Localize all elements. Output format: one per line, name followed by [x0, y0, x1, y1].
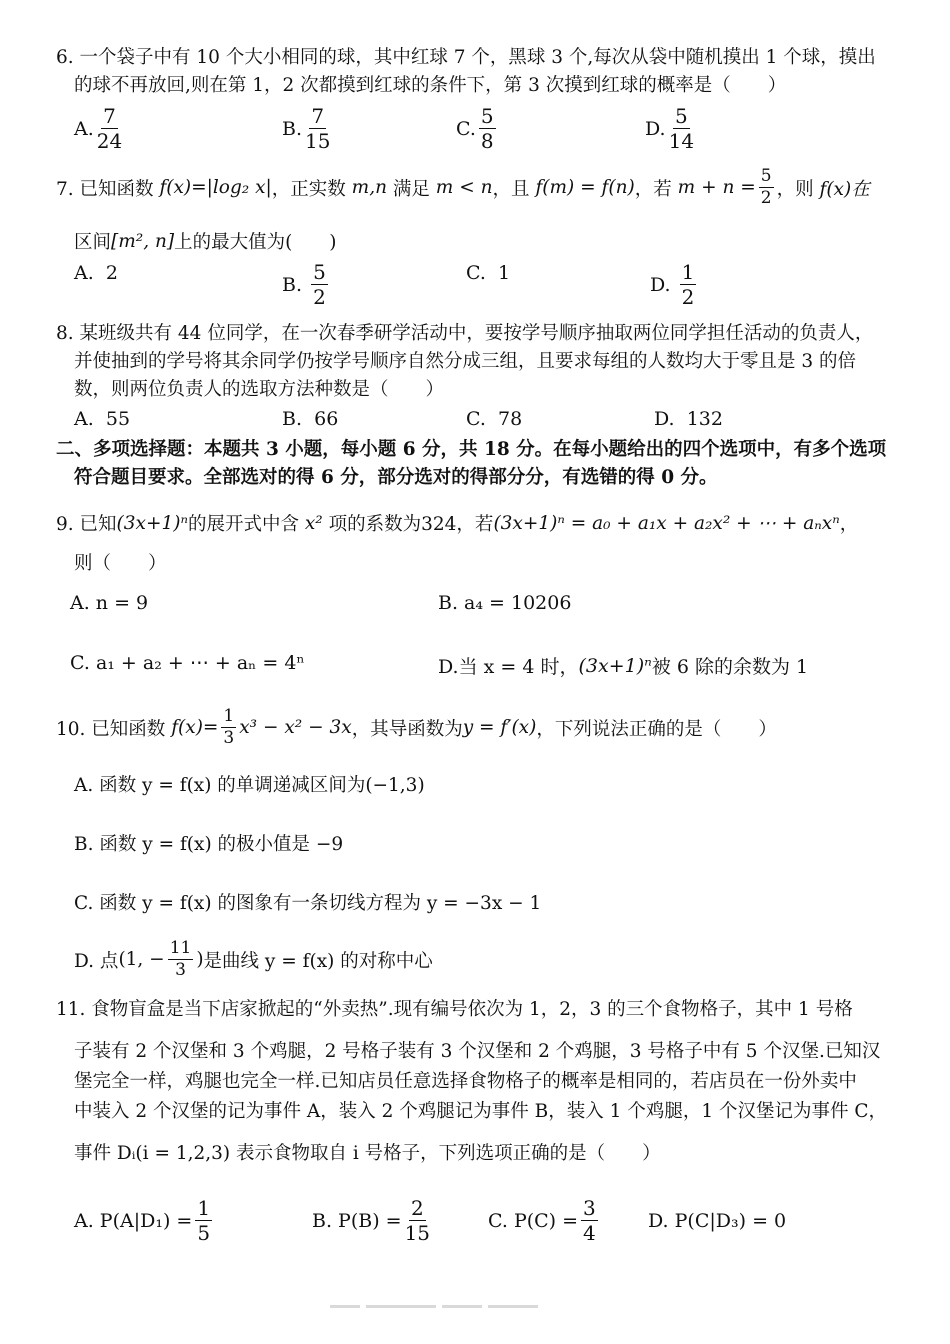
q9-line2: 则（ ）: [74, 553, 167, 574]
q11-option-c: C. P(C) = $\frac{3}{4}$: [488, 1196, 596, 1245]
q8-line1: 8. 某班级共有 44 位同学，在一次春季研学活动中，要按学号顺序抽取两位同学担任活动的负责人，: [56, 323, 874, 344]
q9-option-a: A. n = 9: [70, 592, 149, 614]
q7-option-a: A. 2: [74, 262, 118, 284]
q6-line2: 的球不再放回,则在第 1，2 次都摸到红球的条件下，第 3 次摸到红球的概率是（ ）: [74, 75, 787, 96]
q7-option-d: D. $\frac{1}{2}$: [650, 260, 695, 309]
section2-heading: 二、多项选择题：本题共 3 小题，每小题 6 分，共 18 分。在每小题给出的四个选项中，有多个选项: [56, 439, 887, 460]
q6-line1: 6. 一个袋子中有 10 个大小相同的球，其中红球 7 个，黑球 3 个,每次从袋中随机摸出 1 个球，摸出: [56, 47, 876, 68]
q6-option-b: B. $\frac{7}{15}$: [282, 104, 331, 153]
q11-option-d: D. P(C|D₃) = 0: [648, 1210, 787, 1232]
q10-line1: 10. 已知函数 f(x)= $\frac{1}{3}$ x³ − x² − 3x ，其导函数为 y = f′(x) ，下列说法正确的是（ ）: [56, 706, 777, 748]
q11-option-b: B. P(B) = $\frac{2}{15}$: [312, 1196, 431, 1245]
q10-option-a: A. 函数 y = f(x) 的单调递减区间为(−1,3): [74, 775, 425, 796]
q7-option-c: C. 1: [466, 262, 511, 284]
q11-line1: 11. 食物盲盒是当下店家掀起的“外卖热”.现有编号依次为 1，2，3 的三个食物格子，其中 1 号格: [56, 999, 853, 1020]
q8-line3: 数，则两位负责人的选取方法种数是（ ）: [74, 379, 445, 400]
q7-line2: 区间 [m², n] 上的最大值为( ): [74, 230, 337, 253]
q9-option-c: C. a₁ + a₂ + ⋯ + aₙ = 4ⁿ: [70, 652, 305, 674]
q6-option-c: C. $\frac{5}{8}$: [456, 104, 494, 153]
q9-option-d: D.当 x = 4 时， (3x+1)ⁿ 被 6 除的余数为 1: [438, 654, 809, 678]
q7-option-b: B. $\frac{5}{2}$: [282, 260, 326, 309]
q7-line1: 7. 已知函数 f(x)=|log₂ x| ，正实数 m,n 满足 m < n ，且 f(m) = f(n) ，若 m + n = $\frac{5}{2}$ ，则 f(x)在: [56, 166, 870, 208]
q11-line4: 中装入 2 个汉堡的记为事件 A，装入 2 个鸡腿记为事件 B，装入 1 个鸡腿，1 个汉堡记为事件 C，: [74, 1101, 888, 1122]
q8-option-a: A. 55: [74, 408, 131, 430]
q6-option-a: A. $\frac{7}{24}$: [74, 104, 123, 153]
q6-option-d: D. $\frac{5}{14}$: [645, 104, 695, 153]
q11-line2: 子装有 2 个汉堡和 3 个鸡腿，2 号格子装有 3 个汉堡和 2 个鸡腿，3 号格子中有 5 个汉堡.已知汉: [74, 1041, 881, 1062]
q10-option-c: C. 函数 y = f(x) 的图象有一条切线方程为 y = −3x − 1: [74, 893, 542, 914]
q9-line1: 9. 已知 (3x+1)ⁿ 的展开式中含 x² 项的系数为324，若 (3x+1)ⁿ = a₀ + a₁x + a₂x² + ⋯ + aₙxⁿ ，: [56, 512, 859, 535]
section2-instructions: 符合题目要求。全部选对的得 6 分，部分选对的得部分分，有选错的得 0 分。: [74, 467, 718, 488]
q11-line5: 事件 Dᵢ(i = 1,2,3) 表示食物取自 i 号格子，下列选项正确的是（ ）: [74, 1143, 661, 1164]
q8-line2: 并使抽到的学号将其余同学仍按学号顺序自然分成三组，且要求每组的人数均大于零且是 3 的倍: [74, 351, 857, 372]
q8-option-c: C. 78: [466, 408, 523, 430]
q11-option-a: A. P(A|D₁) = $\frac{1}{5}$: [74, 1196, 211, 1245]
q8-option-d: D. 132: [654, 408, 723, 430]
q8-option-b: B. 66: [282, 408, 339, 430]
q10-option-d: D. 点 (1, − $\frac{11}{3}$ ) 是曲线 y = f(x) 的对称中心: [74, 938, 433, 980]
page-footer-faded: [330, 1296, 590, 1304]
q9-option-b: B. a₄ = 10206: [438, 592, 572, 614]
q10-option-b: B. 函数 y = f(x) 的极小值是 −9: [74, 834, 344, 855]
q11-line3: 堡完全一样，鸡腿也完全一样.已知店员任意选择食物格子的概率是相同的，若店员在一份外卖中: [74, 1071, 857, 1092]
